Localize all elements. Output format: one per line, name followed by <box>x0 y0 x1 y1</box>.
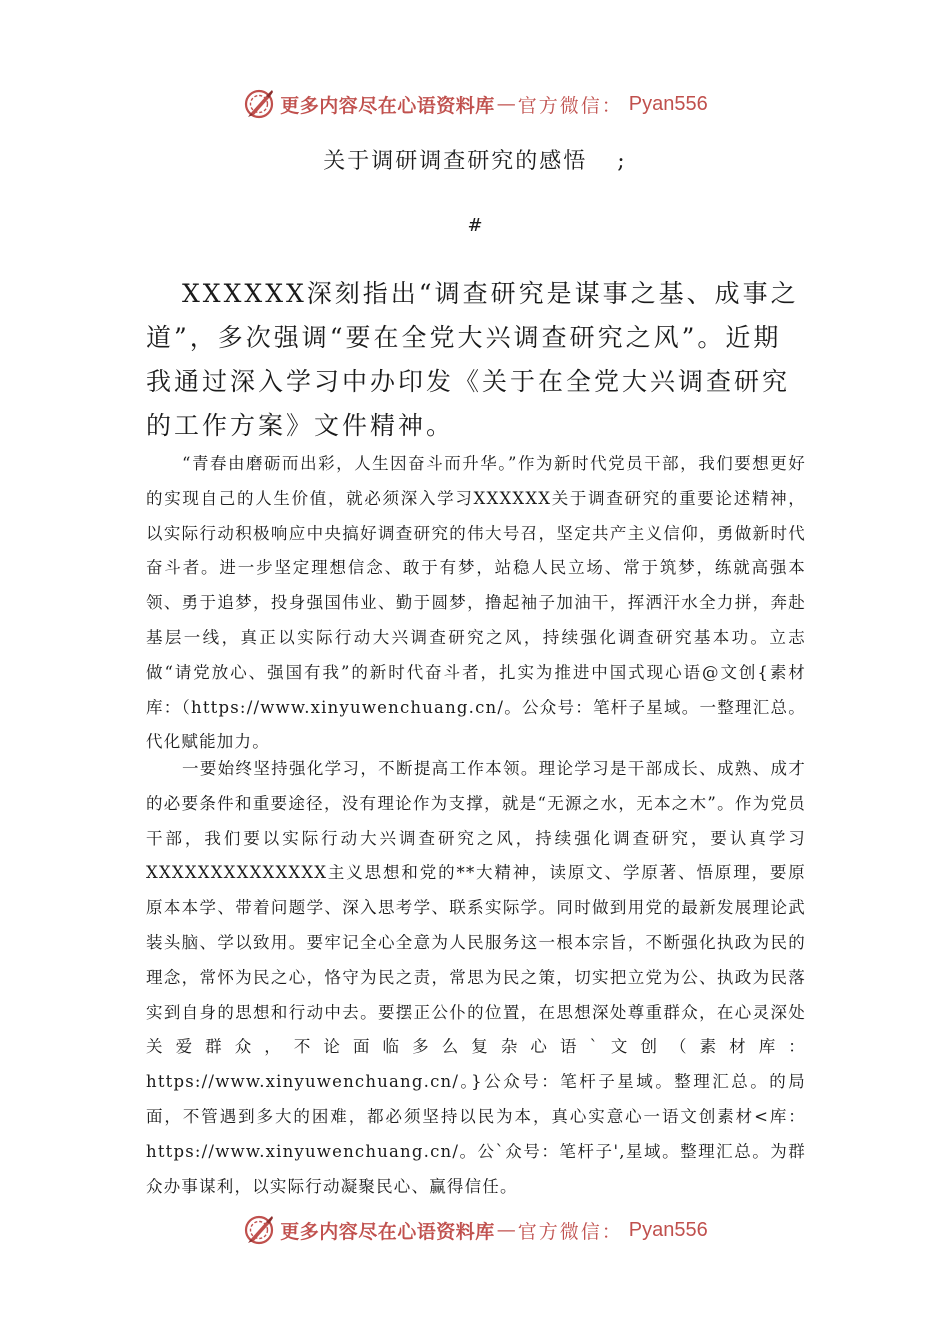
footer-main-text: 更多内容尽在心语资料库 <box>280 1220 495 1243</box>
header-banner <box>0 84 950 124</box>
footer-official-text: 官方微信： <box>517 1220 623 1243</box>
banner-official-text: 官方微信： <box>517 94 623 117</box>
footer-banner <box>0 1210 950 1250</box>
body-paragraph-1: “青春由磨砺而出彩，人生因奋斗而升华。”作为新时代党员干部，我们要想更好的实现自己的人生价值，就必须深入学习XXXXXX关于调查研究的重要论述精神，以实际行动积极响应中央搞好调查研究的伟大号召，坚定共产主义信仰，勇做新时代奋斗者。进一步坚定理想信念、敢于有梦，站稳人民立场、常于筑梦，练就高强本领、勇于追梦，投身强国伟业、勤于圆梦，撸起袖子加油干，挥洒汗水全力拼，奔赴基层一线，真正以实际行动大兴调查研究之风，持续强化调查研究基本功。立志做“请党放心、强国有我”的新时代奋斗者，扎实为推进中国式现心语@文创{素材库：（https://www.xinyuwenchuang.cn/。公众号：笔杆子星域。一整理汇总。代化赋能加力。 <box>146 454 806 752</box>
quill-pen-logo-icon <box>242 87 276 121</box>
footer-dash: — <box>496 1219 516 1241</box>
title-suffix: ; <box>617 149 627 174</box>
banner-main-text: 更多内容尽在心语资料库 <box>280 94 495 117</box>
document-title <box>0 144 950 175</box>
body-paragraph-2: 一要始终坚持强化学习，不断提高工作本领。理论学习是干部成长、成熟、成才的必要条件和重要途径，没有理论作为支撑，就是“无源之水，无本之木”。作为党员干部，我们要以实际行动大兴调查研究之风，持续强化调查研究，要认真学习XXXXXXXXXXXXXX主义思想和党的**大精神，读原文、学原著、悟原理，要原原本本学、带着问题学、深入思考学、联系实际学。同时做到用党的最新发展理论武装头脑、学以致用。要牢记全心全意为人民服务这一根本宗旨，不断强化执政为民的理念，常怀为民之心，恪守为民之责，常思为民之策，切实把立党为公、执政为民落实到自身的思想和行动中去。要摆正公仆的位置，在思想深处尊重群众，在心灵深处关爱群众，不论面临多么复杂心语`文创（素材库：https://www.xinyuwenchuang.cn/。}公众号：笔杆子星域。整理汇总。的局面，不管遇到多大的困难，都必须坚持以民为本，真心实意心一语文创素材<库：https://www.xinyuwenchuang.cn/。公`众号：笔杆子',星域。整理汇总。为群众办事谋利，以实际行动凝聚民心、赢得信任。 <box>146 759 806 1196</box>
banner-dash: — <box>496 93 516 115</box>
hash-mark: # <box>467 215 483 236</box>
quill-pen-logo-icon <box>242 1213 276 1247</box>
footer-wechat-id: Pyan556 <box>628 1218 708 1241</box>
banner-wechat-id: Pyan556 <box>628 92 708 115</box>
title-text: 关于调研调查研究的感悟 <box>323 149 588 174</box>
lead-paragraph: XXXXXX深刻指出“调查研究是谋事之基、成事之道”，多次强调“要在全党大兴调查研究之风”。近期我通过深入学习中办印发《关于在全党大兴调查研究的工作方案》文件精神。 <box>146 279 799 440</box>
